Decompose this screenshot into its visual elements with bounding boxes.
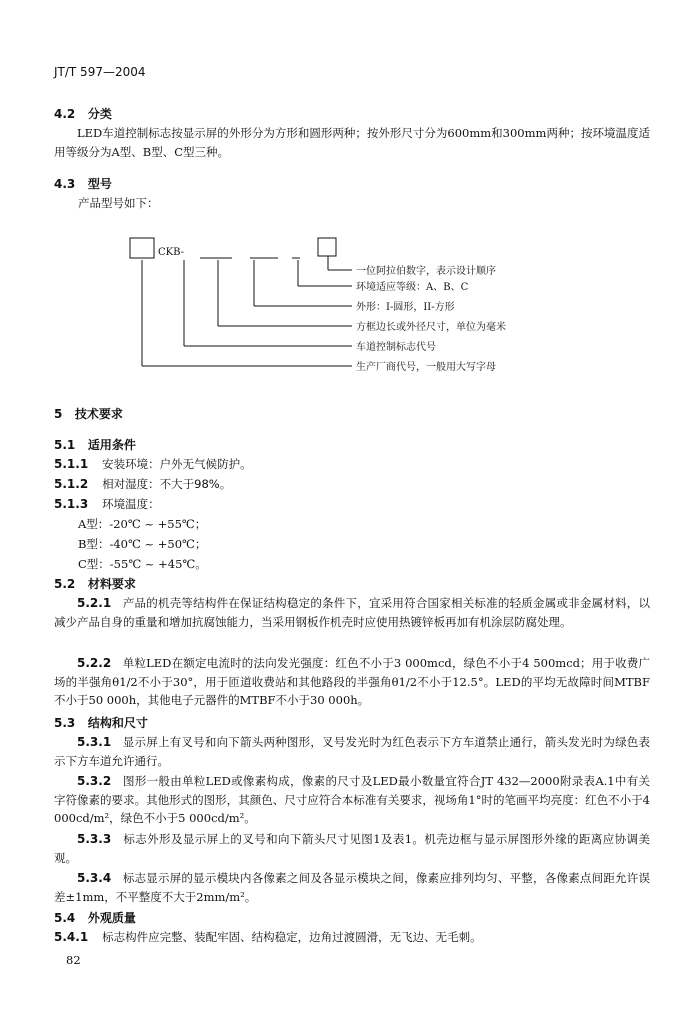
clause-text: 安装环境：户外无气候防护。 (102, 457, 252, 471)
diagram-label: 生产厂商代号，一般用大写字母 (356, 362, 496, 373)
section-number: 4.3 (54, 177, 76, 191)
clause-text: 环境温度： (102, 497, 160, 511)
clause-5-3-2 (54, 772, 650, 828)
page-number: 82 (66, 953, 81, 967)
section-title: 分类 (87, 107, 112, 121)
manufacturer-code-box (130, 238, 154, 258)
model-prefix: CKB- (158, 247, 185, 258)
section-5-3-heading (54, 714, 148, 731)
clause-number: 5.1.3 (54, 497, 89, 511)
section-title: 技术要求 (74, 407, 123, 421)
section-5-2-heading (54, 575, 136, 592)
section-number: 5.1 (54, 438, 76, 452)
clause-number: 5.1.2 (54, 477, 89, 491)
section-5-4-heading (54, 909, 136, 926)
diagram-label: 环境适应等级：A、B、C (356, 282, 469, 293)
section-number: 5.3 (54, 716, 76, 730)
section-4-2-heading (54, 105, 112, 122)
section-title: 材料要求 (87, 577, 136, 591)
section-number: 4.2 (54, 107, 76, 121)
diagram-label: 外形：I-圆形，II-方形 (356, 302, 455, 313)
section-number: 5.4 (54, 911, 76, 925)
section-4-2-paragraph: LED车道控制标志按显示屏的外形分为方形和圆形两种；按外形尺寸分为600mm和300mm两种；按环境温度适用等级分为A型、B型、C型三种。 (54, 126, 650, 159)
clause-5-2-2 (54, 654, 650, 710)
clause-number: 5.4.1 (54, 930, 89, 944)
clause-number: 5.3.3 (77, 832, 112, 846)
diagram-label: 方框边长或外径尺寸，单位为毫米 (356, 322, 506, 333)
clause-number: 5.2.1 (77, 596, 112, 610)
section-number: 5 (54, 407, 63, 421)
section-5-heading (54, 405, 123, 422)
clause-5-4-1 (54, 929, 482, 946)
clause-number: 5.2.2 (77, 656, 112, 670)
clause-text: 单粒LED在额定电流时的法向发光强度：红色不小于3 000mcd，绿色不小于4 500mcd；用于收费广场的半强角θ1/2不小于30°，用于匝道收费站和其他路段的半强角θ1/2不小于12.5°。LED的平均无故障时间MTBF不小于50 000h，其他电子元器件的MTBF不小于30 000h。 (54, 656, 650, 707)
clause-text: 产品的机壳等结构件在保证结构稳定的条件下，宜采用符合国家相关标准的轻质金属或非金属材料，以减少产品自身的重量和增加抗腐蚀能力，当采用钢板作机壳时应使用热镀锌板再加有机涂层防腐处理。 (54, 596, 651, 629)
section-5-1-heading (54, 436, 136, 453)
clause-5-1-1 (54, 456, 252, 473)
section-title: 外观质量 (87, 911, 136, 925)
clause-5-3-4 (54, 869, 650, 906)
design-sequence-box (318, 238, 336, 256)
clause-text: 标志外形及显示屏上的叉号和向下箭头尺寸见图1及表1。机壳边框与显示屏图形外缘的距离应协调美观。 (54, 832, 650, 865)
model-intro-text: 产品型号如下： (78, 196, 159, 210)
temperature-item-b: B型：-40℃ ~ +50℃； (78, 537, 207, 551)
clause-text: 图形一般由单粒LED或像素构成，像素的尺寸及LED最小数量宜符合JT 432—2000附录表A.1中有关字符像素的要求。其他形式的图形，其颜色、尺寸应符合本标准有关要求，视场角1°时的笔画平均亮度：红色不小于4 000cd/m²，绿色不小于5 000cd/m²。 (54, 774, 651, 825)
clause-5-2-1 (54, 594, 650, 631)
clause-5-3-1 (54, 733, 650, 770)
diagram-label: 车道控制标志代号 (356, 342, 436, 353)
section-number: 5.2 (54, 577, 76, 591)
temperature-item-a: A型：-20℃ ~ +55℃； (78, 517, 207, 531)
section-title: 结构和尺寸 (87, 716, 148, 730)
model-designation-diagram (120, 230, 580, 376)
section-title: 型号 (87, 177, 112, 191)
clause-text: 相对湿度：不大于98%。 (102, 477, 232, 491)
clause-text: 显示屏上有叉号和向下箭头两种图形，叉号发光时为红色表示下方车道禁止通行，箭头发光时为绿色表示下方车道允许通行。 (54, 735, 651, 768)
clause-number: 5.3.2 (77, 774, 112, 788)
clause-5-1-3 (54, 496, 160, 513)
clause-5-1-2 (54, 476, 231, 493)
diagram-label: 一位阿拉伯数字，表示设计顺序 (356, 266, 496, 277)
clause-text: 标志显示屏的显示模块内各像素之间及各显示模块之间，像素应排列均匀、平整，各像素点间距允许误差±1mm，不平整度不大于2mm/m²。 (54, 871, 651, 904)
clause-text: 标志构件应完整、装配牢固、结构稳定，边角过渡圆滑，无飞边、无毛刺。 (102, 930, 482, 944)
clause-number: 5.3.4 (77, 871, 112, 885)
clause-number: 5.1.1 (54, 457, 89, 471)
section-title: 适用条件 (87, 438, 136, 452)
standard-id: JT/T 597—2004 (54, 65, 146, 79)
clause-5-3-3 (54, 830, 650, 867)
temperature-item-c: C型：-55℃ ~ +45℃。 (78, 557, 207, 571)
section-4-3-heading (54, 175, 112, 192)
clause-number: 5.3.1 (77, 735, 112, 749)
